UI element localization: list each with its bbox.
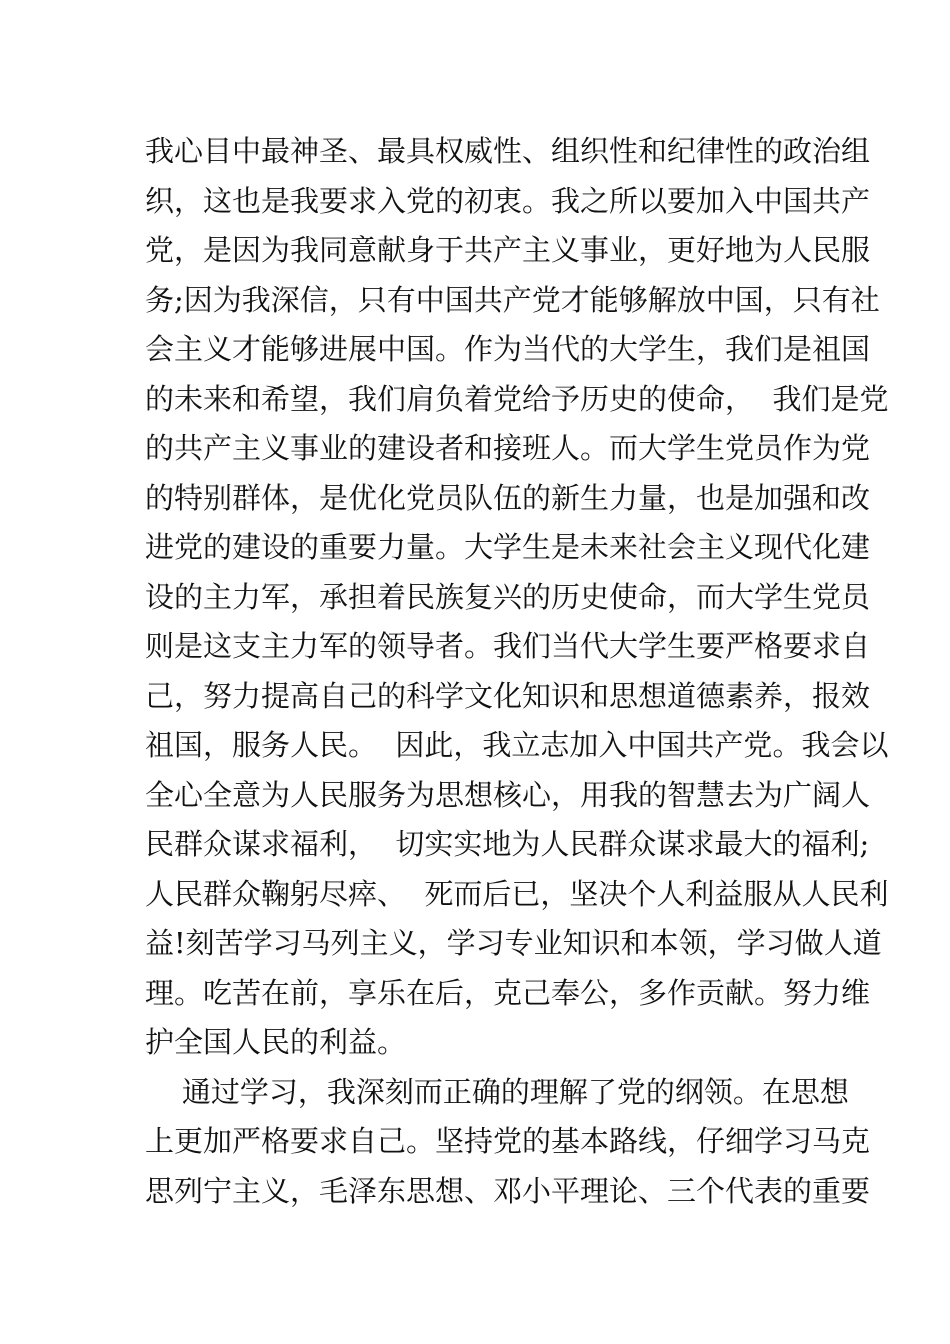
text-line: 党，是因为我同意献身于共产主义事业，更好地为人民服 [145,233,871,267]
text-line: 的共产主义事业的建设者和接班人。而大学生党员作为党 [145,431,871,465]
text-line: 织，这也是我要求入党的初衷。我之所以要加入中国共产 [145,183,871,218]
text-line: 己，努力提高自己的科学文化知识和思想道德素养，报效 [145,678,871,713]
text-line: 上更加严格要求自己。坚持党的基本路线，仔细学习马克 [145,1124,871,1158]
text-line: 进党的建设的重要力量。大学生是未来社会主义现代化建 [145,530,871,564]
text-line: 益!刻苦学习马列主义，学习专业知识和本领，学习做人道 [145,926,882,960]
text-line: 务;因为我深信，只有中国共产党才能够解放中国，只有社 [145,282,880,317]
text-line: 的未来和希望，我们肩负着党给予历史的使命， 我们是党 [145,381,889,416]
paragraph-start-line: 通过学习，我深刻而正确的理解了党的纲领。在思想 [145,1074,849,1109]
text-line: 会主义才能够进展中国。作为当代的大学生，我们是祖国 [145,332,871,366]
text-line: 祖国，服务人民。 因此，我立志加入中国共产党。我会以 [145,728,889,762]
text-line: 我心目中最神圣、最具权威性、组织性和纪律性的政治组 [145,134,871,168]
text-line: 护全国人民的利益。 [145,1025,407,1059]
text-line: 的特别群体，是优化党员队伍的新生力量，也是加强和改 [145,480,871,515]
text-line: 设的主力军，承担着民族复兴的历史使命，而大学生党员 [145,579,871,614]
text-line: 全心全意为人民服务为思想核心，用我的智慧去为广阔人 [145,777,871,812]
text-line: 人民群众鞠躬尽瘁、 死而后已，坚决个人利益服从人民利 [145,876,889,911]
text-line: 思列宁主义，毛泽东思想、邓小平理论、三个代表的重要 [145,1173,871,1208]
text-line: 民群众谋求福利， 切实实地为人民群众谋求最大的福利; [145,827,870,861]
text-line: 则是这支主力军的领导者。我们当代大学生要严格要求自 [145,629,871,663]
text-line: 理。吃苦在前，享乐在后，克己奉公，多作贡献。努力维 [145,975,871,1010]
body-text [145,127,889,1216]
